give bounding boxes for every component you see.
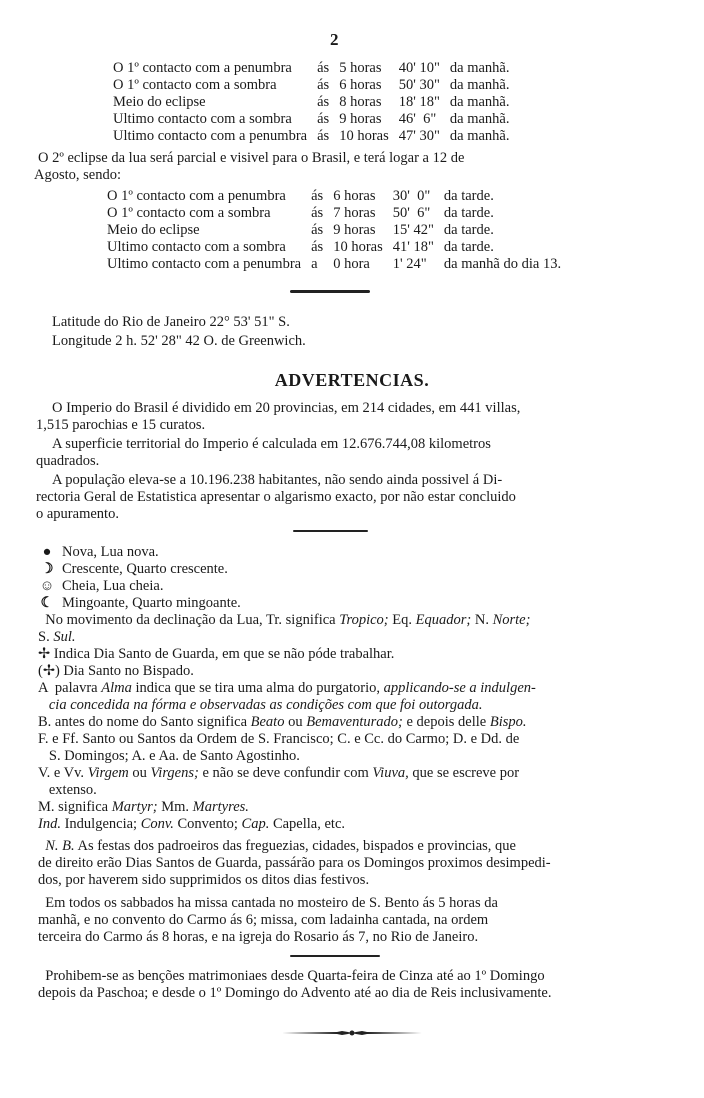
legend-text: Nova, Lua nova. [62, 544, 159, 560]
text-line [38, 714, 527, 730]
legend-text: Mingoante, Quarto mingoante. [62, 595, 241, 611]
text-line [38, 731, 519, 747]
eclipse-min: 15' 42" [392, 222, 434, 238]
text-line: Em todos os sabbados ha missa cantada no mosteiro de S. Bento ás 5 horas da [38, 895, 498, 911]
eclipse-period: da manhã. [449, 111, 510, 127]
text-segment: extenso. [38, 782, 97, 798]
text-segment: S. Domingos; A. e Aa. de Santo Agostinho. [38, 748, 300, 764]
text-segment: F. e Ff. Santo ou Santos da Ordem de S. Francisco; C. e Cc. do Carmo; D. e Dd. de [38, 731, 520, 747]
italic-term: Cap. [241, 816, 270, 832]
text-segment: Convento; [173, 816, 242, 832]
italic-term: Alma [101, 680, 132, 696]
italic-term: Equador; [415, 612, 472, 628]
ornament-divider [282, 1030, 422, 1036]
eclipse-hour: 0 hora [333, 256, 370, 272]
eclipse-min: 41' 18" [392, 239, 434, 255]
italic-term: Sul. [53, 629, 76, 645]
text-segment: ou [128, 765, 151, 781]
italic-term: Virgem [87, 765, 129, 781]
text-segment: Eq. [388, 612, 416, 628]
eclipse-hour: 10 horas [333, 239, 383, 255]
eclipse-at: ás [317, 128, 330, 144]
page-number: 2 [330, 30, 339, 49]
eclipse-min: 47' 30" [398, 128, 440, 144]
text-segment: M. significa [38, 799, 112, 815]
eclipse-label: Ultimo contacto com a sombra [113, 111, 292, 127]
paragraph-line: o apuramento. [36, 506, 119, 522]
text-line [38, 855, 551, 871]
text-line [38, 697, 482, 713]
eclipse-label: O 1º contacto com a penumbra [113, 60, 292, 76]
text-line [38, 799, 249, 815]
legend-text: Cheia, Lua cheia. [62, 578, 164, 594]
text-segment: No movimento da declinação da Lua, Tr. significa [38, 612, 340, 628]
text-segment: B. antes do nome do Santo significa [38, 714, 251, 730]
paragraph-line: A população eleva-se a 10.196.238 habitantes, não sendo ainda possivel á Di- [52, 472, 503, 488]
text-line [38, 872, 369, 888]
eclipse-label: O 1º contacto com a sombra [113, 77, 277, 93]
italic-term: N. B. [45, 838, 75, 854]
text-line: Prohibem-se as benções matrimoniaes desde Quarta-feira de Cinza até ao 1º Domingo [38, 968, 545, 984]
paragraph-line: rectoria Geral de Estatistica apresentar o algarismo exacto, por não estar concluido [36, 489, 516, 505]
text-line: Agosto, sendo: [34, 167, 121, 183]
eclipse-hour: 6 horas [339, 77, 382, 93]
eclipse-label: Meio do eclipse [113, 94, 206, 110]
text-segment: que se escreve por [408, 765, 520, 781]
text-segment [38, 697, 49, 713]
eclipse1-table [113, 60, 510, 145]
italic-term: Ind. [38, 816, 61, 832]
text-segment: indica que se tira uma alma do purgatorio, [131, 680, 384, 696]
eclipse-at: ás [311, 239, 324, 255]
paragraph-line: 1,515 parochias e 15 curatos. [36, 417, 206, 433]
eclipse-period: da manhã. [449, 94, 510, 110]
new-moon-icon: ● [42, 544, 52, 560]
eclipse-at: ás [311, 222, 324, 238]
divider [293, 530, 368, 532]
text-segment: A palavra [38, 680, 102, 696]
text-line [38, 629, 75, 645]
eclipse-period: da manhã. [449, 60, 510, 76]
first-quarter-moon-icon: ☽ [40, 561, 54, 577]
eclipse-min: 30' 0" [392, 188, 431, 204]
eclipse2-table [107, 188, 561, 273]
legend-item [38, 595, 241, 611]
eclipse-hour: 9 horas [333, 222, 376, 238]
eclipse-at: ás [317, 77, 330, 93]
text-line: manhã, e no convento do Carmo ás 6; missa, com ladainha cantada, na ordem [38, 912, 489, 928]
legend-item [38, 561, 228, 577]
latitude: Latitude do Rio de Janeiro 22° 53' 51" S. [52, 314, 290, 330]
longitude: Longitude 2 h. 52' 28" 42 O. de Greenwich. [52, 333, 306, 349]
text-line: O 2º eclipse da lua será parcial e visivel para o Brasil, e terá logar a 12 de [38, 150, 465, 166]
text-line [38, 612, 530, 628]
text-line [38, 838, 516, 854]
eclipse-period: da tarde. [443, 188, 494, 204]
text-segment: S. [38, 629, 54, 645]
eclipse-at: ás [317, 60, 330, 76]
eclipse-min: 40' 10" [398, 60, 440, 76]
eclipse-hour: 7 horas [333, 205, 376, 221]
eclipse-at: ás [317, 94, 330, 110]
eclipse-period: da tarde. [443, 205, 494, 221]
eclipse-label: Ultimo contacto com a penumbra [107, 256, 302, 272]
paragraph-line: A superficie territorial do Imperio é calculada em 12.676.744,08 kilometros [52, 436, 491, 452]
eclipse-period: da manhã. [449, 77, 510, 93]
eclipse-min: 18' 18" [398, 94, 440, 110]
text-line [38, 646, 394, 662]
eclipse-min: 1' 24" [392, 256, 427, 272]
text-segment: (✢) Dia Santo no Bispado. [38, 663, 194, 679]
text-segment: e não se deve confundir com [198, 765, 373, 781]
eclipse-label: O 1º contacto com a penumbra [107, 188, 286, 204]
divider [290, 290, 370, 293]
text-line [38, 782, 97, 798]
italic-term: Martyr; [111, 799, 158, 815]
eclipse-at: ás [317, 111, 330, 127]
italic-term: cia concedida na fórma e observadas as condições com que foi outorgada. [48, 697, 483, 713]
eclipse-hour: 6 horas [333, 188, 376, 204]
legend-item [38, 544, 159, 560]
eclipse-min: 46' 6" [398, 111, 437, 127]
paragraph-line: quadrados. [36, 453, 100, 469]
text-line [38, 816, 345, 832]
full-moon-face-icon: ☺ [39, 578, 55, 594]
eclipse-period: da tarde. [443, 222, 494, 238]
eclipse-hour: 5 horas [339, 60, 382, 76]
text-line: depois da Paschoa; e desde o 1º Domingo do Advento até ao dia de Reis inclusivamente. [38, 985, 552, 1001]
text-segment: Indulgencia; [60, 816, 141, 832]
text-line [38, 663, 194, 679]
eclipse-period: da manhã. [449, 128, 510, 144]
text-line [38, 680, 536, 696]
italic-term: Virgens; [150, 765, 199, 781]
eclipse-period: da manhã do dia 13. [443, 256, 562, 272]
legend-item [38, 578, 163, 594]
text-line: terceira do Carmo ás 8 horas, e na igreja do Rosario ás 7, no Rio de Janeiro. [38, 929, 479, 945]
eclipse-label: Ultimo contacto com a penumbra [113, 128, 308, 144]
italic-term: applicando-se a indulgen- [383, 680, 536, 696]
text-segment: Mm. [157, 799, 193, 815]
eclipse-at: a [311, 256, 318, 272]
eclipse-at: ás [311, 188, 324, 204]
italic-term: Bemaventurado; [306, 714, 403, 730]
italic-term: Bispo. [489, 714, 527, 730]
eclipse-label: Ultimo contacto com a sombra [107, 239, 286, 255]
text-line [38, 748, 300, 764]
italic-term: Conv. [140, 816, 174, 832]
legend-text: Crescente, Quarto crescente. [62, 561, 228, 577]
eclipse-hour: 9 horas [339, 111, 382, 127]
eclipse-period: da tarde. [443, 239, 494, 255]
eclipse-min: 50' 6" [392, 205, 431, 221]
text-segment: dos, por haverem sido supprimidos os ditos dias festivos. [38, 872, 370, 888]
italic-term: Tropico; [339, 612, 389, 628]
eclipse-label: Meio do eclipse [107, 222, 200, 238]
section-title: ADVERTENCIAS. [274, 370, 430, 390]
text-segment: ou [284, 714, 307, 730]
eclipse-hour: 8 horas [339, 94, 382, 110]
text-line [38, 765, 519, 781]
eclipse-min: 50' 30" [398, 77, 440, 93]
paragraph-line: O Imperio do Brasil é dividido em 20 provincias, em 214 cidades, em 441 villas, [52, 400, 521, 416]
divider [290, 955, 380, 957]
eclipse-at: ás [311, 205, 324, 221]
text-segment: V. e Vv. [38, 765, 88, 781]
text-segment: de direito erão Dias Santos de Guarda, passárão para os Domingos proximos desimpedi- [38, 855, 551, 871]
eclipse-hour: 10 horas [339, 128, 389, 144]
italic-term: Viuva, [372, 765, 409, 781]
italic-term: Beato [250, 714, 285, 730]
last-quarter-moon-icon: ☾ [40, 595, 54, 611]
eclipse-label: O 1º contacto com a sombra [107, 205, 271, 221]
text-segment: e depois delle [402, 714, 490, 730]
italic-term: Martyres. [192, 799, 249, 815]
text-segment: As festas dos padroeiros das freguezias, cidades, bispados e provincias, que [74, 838, 516, 854]
text-segment: N. [471, 612, 493, 628]
italic-term: Norte; [492, 612, 531, 628]
text-segment: Capella, etc. [269, 816, 346, 832]
text-segment: ✢ Indica Dia Santo de Guarda, em que se não póde trabalhar. [38, 646, 395, 662]
